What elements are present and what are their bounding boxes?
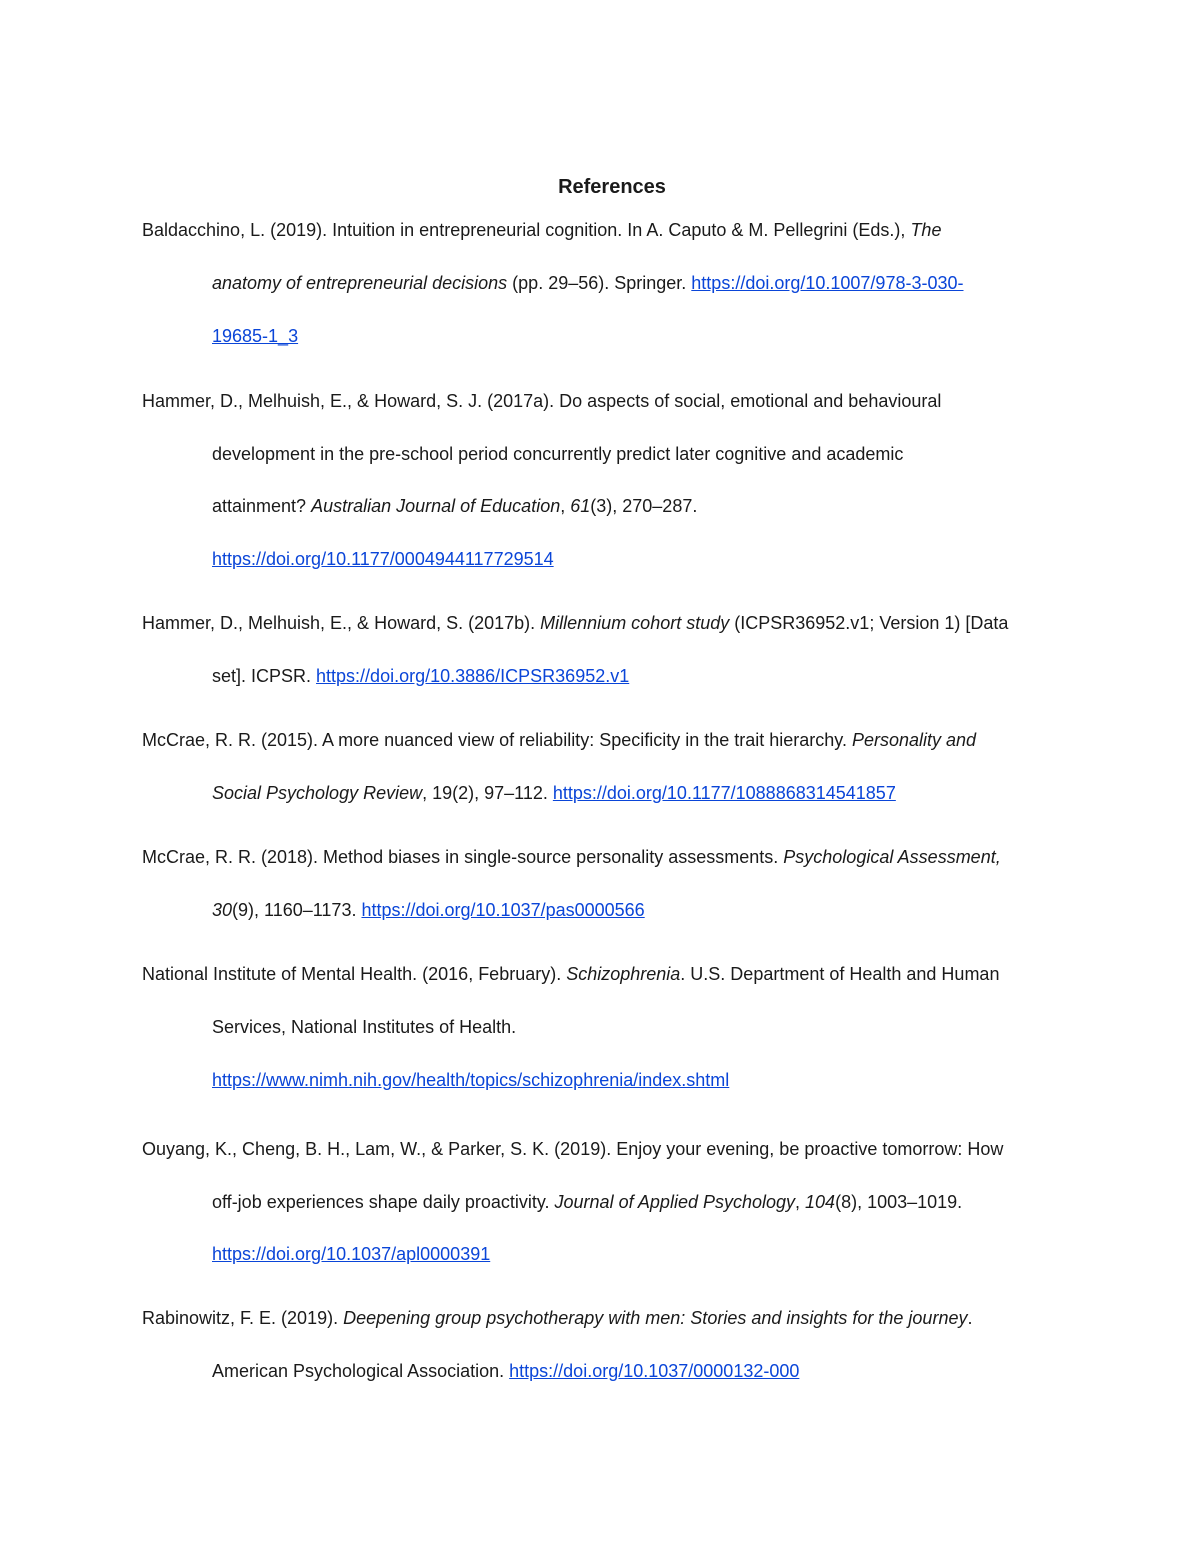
text-run: development in the pre-school period concurrently predict later cognitive and academic	[212, 444, 904, 464]
italic-run: 30	[212, 900, 233, 920]
text-run: (ICPSR36952.v1; Version 1) [Data	[729, 613, 1009, 633]
text-run: , 19(2), 97–112.	[422, 783, 553, 803]
doi-link[interactable]: https://doi.org/10.1037/apl0000391	[212, 1244, 491, 1264]
text-run: National Institute of Mental Health. (2016, February).	[142, 964, 567, 984]
doi-link[interactable]: https://doi.org/10.1177/1088868314541857	[552, 783, 896, 803]
reference-line	[212, 271, 964, 295]
reference-line	[212, 1242, 490, 1266]
italic-run: Australian Journal of Education	[311, 496, 561, 516]
italic-run: Personality and	[851, 730, 977, 750]
text-run: Hammer, D., Melhuish, E., & Howard, S. (2017b).	[142, 613, 541, 633]
doi-link[interactable]: https://doi.org/10.1037/pas0000566	[361, 900, 645, 920]
reference-line	[212, 324, 298, 348]
text-run: set]. ICPSR.	[212, 666, 317, 686]
text-run: (3), 270–287.	[590, 496, 698, 516]
reference-line	[142, 962, 999, 986]
reference-line	[212, 442, 903, 466]
italic-run: Schizophrenia	[566, 964, 681, 984]
text-run: . U.S. Department of Health and Human	[680, 964, 1000, 984]
reference-line	[142, 611, 1008, 635]
reference-line	[142, 389, 941, 413]
reference-line	[212, 898, 645, 922]
text-run: Rabinowitz, F. E. (2019).	[142, 1308, 344, 1328]
text-run: Hammer, D., Melhuish, E., & Howard, S. J. (2017a). Do aspects of social, emotional and behavioural	[142, 391, 942, 411]
doi-link[interactable]: https://doi.org/10.3886/ICPSR36952.v1	[316, 666, 630, 686]
italic-run: Millennium cohort study	[540, 613, 730, 633]
italic-run: Psychological Assessment,	[783, 847, 1001, 867]
text-run: McCrae, R. R. (2018). Method biases in single-source personality assessments.	[142, 847, 784, 867]
text-run: attainment?	[212, 496, 312, 516]
text-run: off-job experiences shape daily proactivity.	[212, 1192, 555, 1212]
text-run: McCrae, R. R. (2015). A more nuanced view of reliability: Specificity in the trait hierarchy.	[142, 730, 852, 750]
reference-line	[212, 1359, 799, 1383]
italic-run: 104	[805, 1192, 836, 1212]
text-run: Ouyang, K., Cheng, B. H., Lam, W., & Parker, S. K. (2019). Enjoy your evening, be proactive tomorrow: How	[142, 1139, 1004, 1159]
reference-line	[142, 218, 941, 242]
text-run: (9), 1160–1173.	[232, 900, 362, 920]
reference-line	[212, 1015, 516, 1039]
italic-run: The	[910, 220, 942, 240]
reference-line	[212, 781, 896, 805]
reference-line	[212, 494, 697, 518]
text-run: .	[967, 1308, 973, 1328]
text-run: Services, National Institutes of Health.	[212, 1017, 517, 1037]
doi-link[interactable]: https://doi.org/10.1007/978-3-030-	[691, 273, 964, 293]
doi-link[interactable]: 19685-1_3	[212, 326, 299, 346]
text-run: (8), 1003–1019.	[835, 1192, 963, 1212]
reference-line	[142, 728, 976, 752]
italic-run: Deepening group psychotherapy with men: Stories and insights for the journey	[343, 1308, 968, 1328]
text-run: Baldacchino, L. (2019). Intuition in entrepreneurial cognition. In A. Caputo & M. Pellegrini (Eds.),	[142, 220, 911, 240]
text-run: ,	[560, 496, 571, 516]
text-run: ,	[795, 1192, 806, 1212]
italic-run: Journal of Applied Psychology	[554, 1192, 796, 1212]
doi-link[interactable]: https://doi.org/10.1177/0004944117729514	[212, 549, 554, 569]
page-title: References	[558, 176, 666, 198]
reference-line	[212, 547, 554, 571]
italic-run: 61	[570, 496, 591, 516]
reference-line	[212, 1190, 962, 1214]
text-run: American Psychological Association.	[212, 1361, 510, 1381]
italic-run: Social Psychology Review	[212, 783, 423, 803]
italic-run: anatomy of entrepreneurial decisions	[212, 273, 508, 293]
text-run: (pp. 29–56). Springer.	[507, 273, 692, 293]
reference-line	[142, 1137, 1003, 1161]
reference-line	[142, 1306, 972, 1330]
reference-line	[212, 664, 629, 688]
reference-line	[212, 1068, 729, 1092]
doi-link[interactable]: https://doi.org/10.1037/0000132-000	[509, 1361, 800, 1381]
reference-line	[142, 845, 1001, 869]
web-link[interactable]: https://www.nimh.nih.gov/health/topics/schizophrenia/index.shtml	[212, 1070, 730, 1090]
